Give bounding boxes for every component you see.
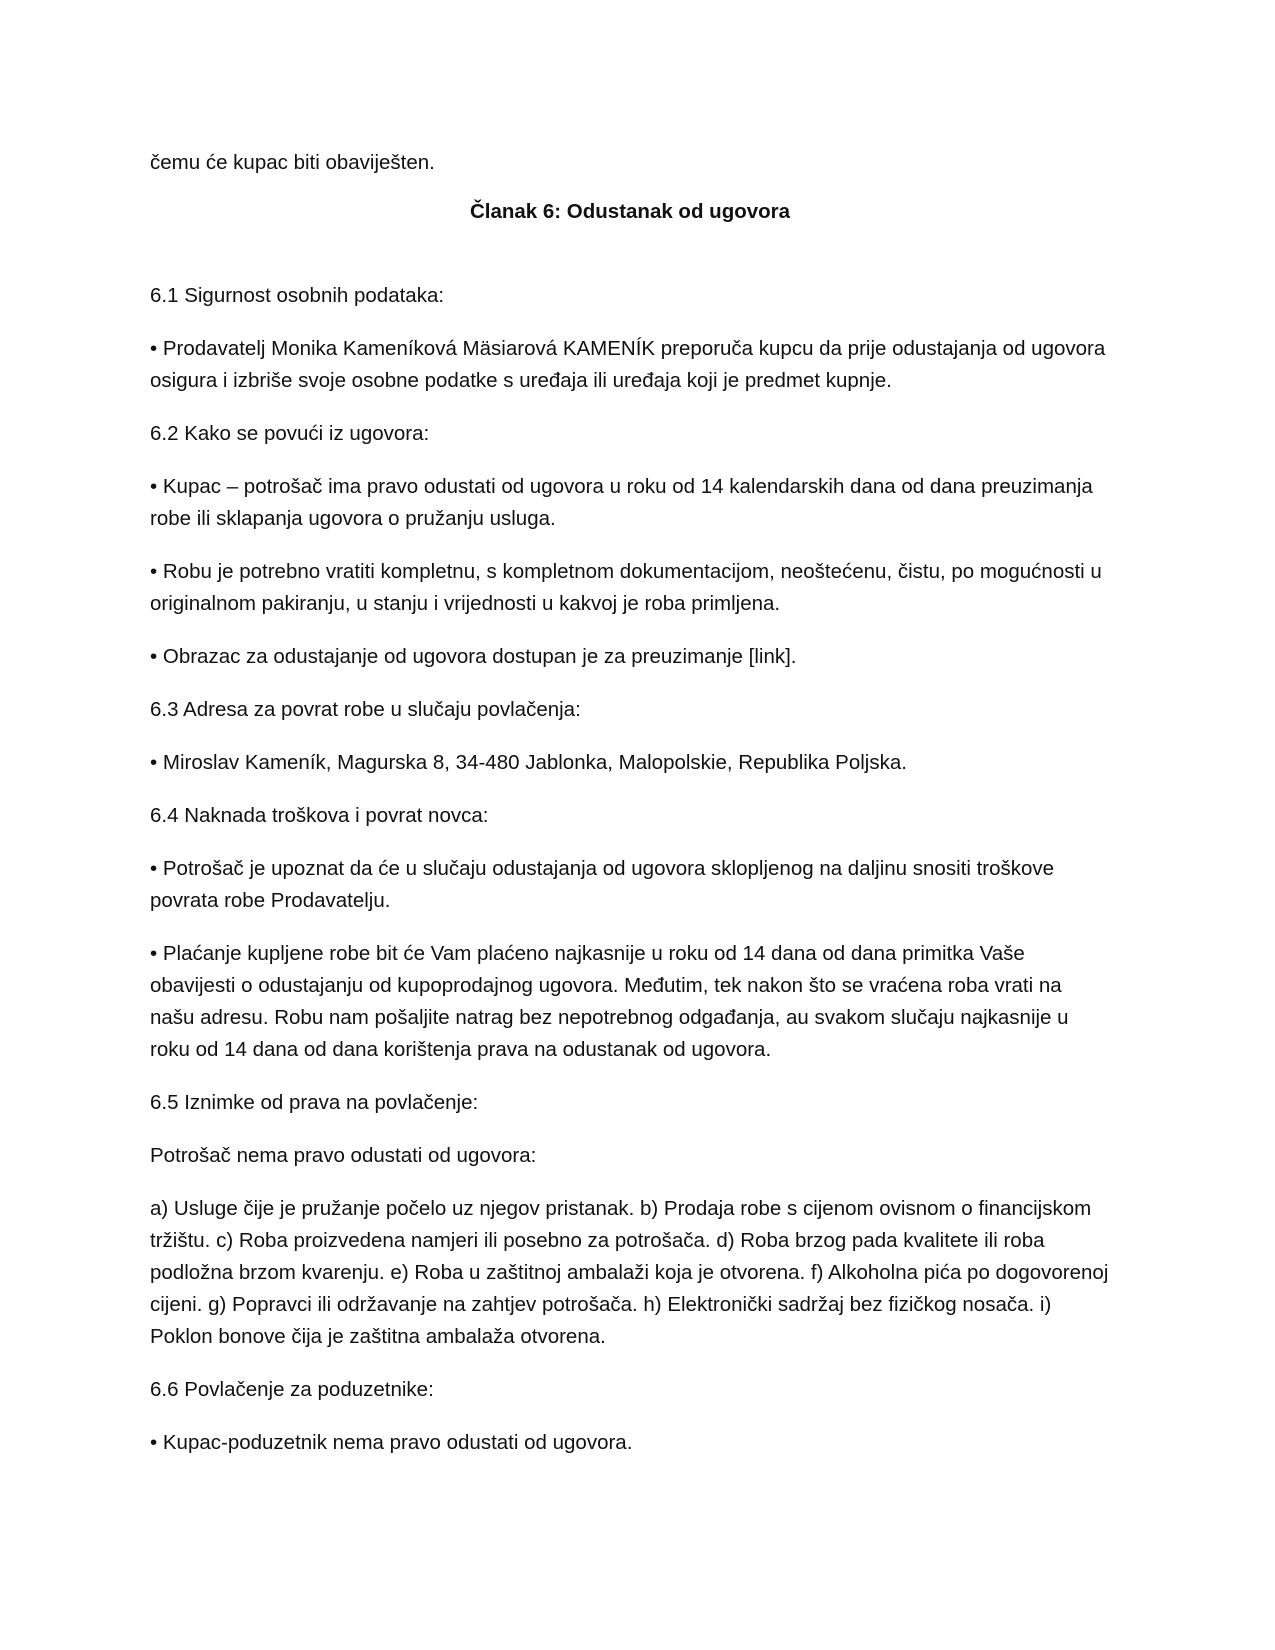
paragraph-6-2-withdrawal-right: • Kupac – potrošač ima pravo odustati od ugovora u roku od 14 kalendarskih dana od dana preuzimanja robe ili sklapanja ugovora o pružanju usluga. <box>150 475 1093 530</box>
paragraph-6-2-return-condition: • Robu je potrebno vratiti kompletnu, s kompletnom dokumentacijom, neoštećenu, čistu, po mogućnosti u originalnom pakiranju, u stanju i vrijednosti u kakvoj je roba primljena. <box>150 560 1102 615</box>
document-body <box>150 147 1110 1480</box>
paragraph-6-3-address: • Miroslav Kameník, Magurska 8, 34-480 Jablonka, Malopolskie, Republika Poljska. <box>150 751 907 774</box>
section-heading-6-4: 6.4 Naknada troškova i povrat novca: <box>150 804 489 827</box>
paragraph-6-4-refund: • Plaćanje kupljene robe bit će Vam plaćeno najkasnije u roku od 14 dana od dana primitka Vaše obavijesti o odustajanju od kupoprodajnog ugovora. Međutim, tek nakon što se vraćena roba vrati na našu adresu. Robu nam pošaljite natrag bez nepotrebnog odgađanja, au svakom slučaju najkasnije u roku od 14 dana od dana korištenja prava na odustanak od ugovora. <box>150 942 1069 1061</box>
paragraph-6-1-data-security: • Prodavatelj Monika Kameníková Mäsiarová KAMENÍK preporuča kupcu da prije odustajanja od ugovora osigura i izbriše svoje osobne podatke s uređaja ili uređaja koji je predmet kupnje. <box>150 337 1106 392</box>
paragraph-6-6-entrepreneurs: • Kupac-poduzetnik nema pravo odustati od ugovora. <box>150 1431 633 1454</box>
paragraph-6-2-form-link: • Obrazac za odustajanje od ugovora dostupan je za preuzimanje [link]. <box>150 645 797 668</box>
paragraph-6-5-intro: Potrošač nema pravo odustati od ugovora: <box>150 1144 537 1167</box>
section-heading-6-6: 6.6 Povlačenje za poduzetnike: <box>150 1378 434 1401</box>
section-heading-6-3: 6.3 Adresa za povrat robe u slučaju povlačenja: <box>150 698 581 721</box>
section-heading-6-5: 6.5 Iznimke od prava na povlačenje: <box>150 1091 479 1114</box>
section-heading-6-1: 6.1 Sigurnost osobnih podataka: <box>150 284 445 307</box>
paragraph-6-4-return-costs: • Potrošač je upoznat da će u slučaju odustajanja od ugovora sklopljenog na daljinu snositi troškove povrata robe Prodavatelju. <box>150 857 1055 912</box>
section-heading-6-2: 6.2 Kako se povući iz ugovora: <box>150 422 430 445</box>
intro-fragment: čemu će kupac biti obaviješten. <box>150 151 435 174</box>
paragraph-6-5-exceptions: a) Usluge čije je pružanje počelo uz njegov pristanak. b) Prodaja robe s cijenom ovisnom o financijskom tržištu. c) Roba proizvedena namjeri ili posebno za potrošača. d) Roba brzog pada kvalitete ili roba podložna brzom kvarenju. e) Roba u zaštitnoj ambalaži koja je otvorena. f) Alkoholna pića po dogovorenoj cijeni. g) Popravci ili održavanje na zahtjev potrošača. h) Elektronički sadržaj bez fizičkog nosača. i) Poklon bonove čija je zaštitna ambalaža otvorena. <box>150 1197 1109 1348</box>
article-title: Članak 6: Odustanak od ugovora <box>469 200 791 223</box>
